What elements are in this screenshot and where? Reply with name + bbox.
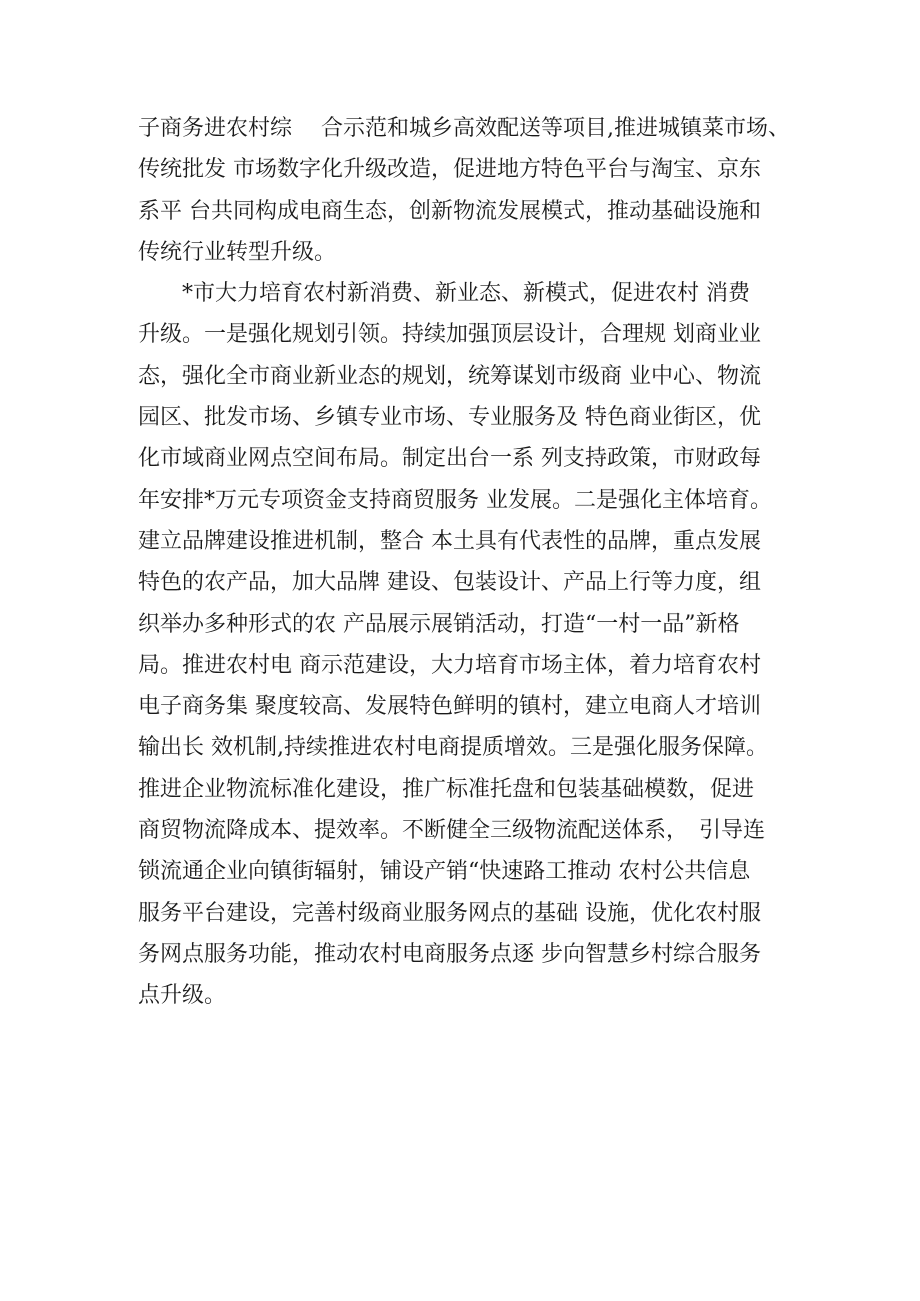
text-line: 年安排*万元专项资金支持商贸服务 业发展。二是强化主体培育。 bbox=[138, 487, 772, 513]
text-line: 服务平台建设，完善村级商业服务网点的基础 设施，优化农村服 bbox=[138, 900, 761, 926]
text-line: 化市域商业网点空间布局。制定出台一系 列支持政策，市财政每 bbox=[138, 446, 761, 472]
text-line: 点升级。 bbox=[138, 983, 227, 1009]
text-line: 园区、批发市场、乡镇专业市场、专业服务及 特色商业街区，优 bbox=[138, 405, 761, 431]
text-line: 务网点服务功能，推动农村电商服务点逐 步向智慧乡村综合服务 bbox=[138, 941, 761, 967]
text-line: 特色的农产品，加大品牌 建设、包装设计、产品上行等力度，组 bbox=[138, 570, 761, 596]
text-line: 升级。一是强化规划引领。持续加强顶层设计，合理规 划商业业 bbox=[138, 322, 761, 348]
text-line: 系平 台共同构成电商生态，创新物流发展模式，推动基础设施和 bbox=[138, 198, 761, 224]
text-line: 态，强化全市商业新业态的规划，统筹谋划市级商 业中心、物流 bbox=[138, 363, 761, 389]
text-line: 推进企业物流标准化建设，推广标准托盘和包装基础模数，促进 bbox=[138, 776, 755, 802]
text-line: 建立品牌建设推进机制，整合 本土具有代表性的品牌，重点发展 bbox=[138, 528, 761, 554]
text-line: 子商务进农村综 合示范和城乡高效配送等项目,推进城镇菜市场、 bbox=[138, 116, 790, 141]
text-line: 锁流通企业向镇街辐射，铺设产销“快速路工推动 农村公共信息 bbox=[138, 859, 751, 885]
text-line: 传统行业转型升级。 bbox=[138, 239, 337, 265]
body-text bbox=[138, 108, 828, 1017]
text-line: 输出长 效机制,持续推进农村电商提质增效。三是强化服务保障。 bbox=[138, 735, 768, 761]
paragraph-first-line: *市大力培育农村新消费、新业态、新模式，促进农村 消费 bbox=[182, 281, 750, 307]
text-line: 织举办多种形式的农 产品展示展销活动，打造“一村一品”新格 bbox=[138, 611, 740, 637]
text-line: 传统批发 市场数字化升级改造，促进地方特色平台与淘宝、京东 bbox=[138, 157, 761, 183]
text-line: 局。推进农村电 商示范建设，大力培育市场主体，着力培育农村 bbox=[138, 652, 761, 678]
text-line: 电子商务集 聚度较高、发展特色鲜明的镇村，建立电商人才培训 bbox=[138, 694, 761, 720]
text-line: 商贸物流降成本、提效率。不断健全三级物流配送体系， 引导连 bbox=[138, 818, 766, 844]
